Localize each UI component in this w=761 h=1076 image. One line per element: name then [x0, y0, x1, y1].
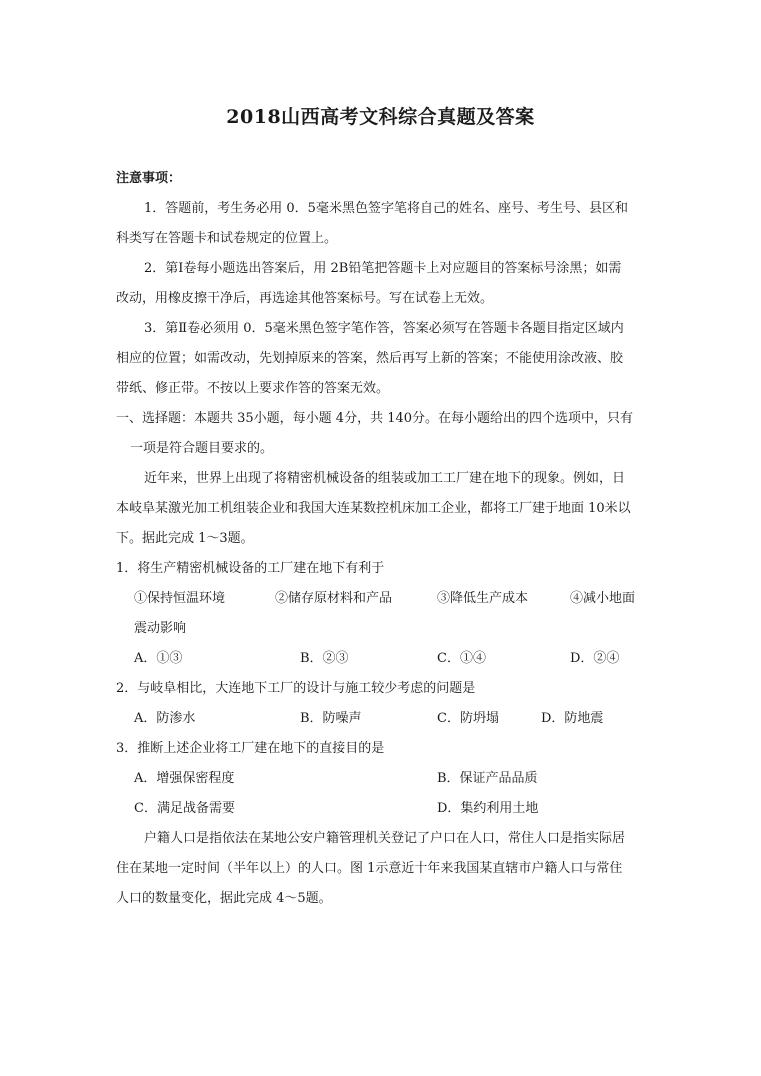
passage2-line-3: 人口的数量变化，据此完成 4～5题。	[116, 891, 332, 906]
section-heading-cont: 一项是符合题目要求的。	[130, 441, 274, 456]
note-line-6: 相应的位置；如需改动，先划掉原来的答案，然后再写上新的答案；不能使用涂改液、胶	[116, 351, 624, 366]
q1-option-a: A．①③	[134, 651, 183, 666]
passage1-line-1: 近年来，世界上出现了将精密机械设备的组装或加工工厂建在地下的现象。例如，日	[144, 471, 626, 486]
passage1-line-3: 下。据此完成 1～3题。	[116, 531, 254, 546]
q2-option-b: B．防噪声	[300, 711, 362, 726]
passage2-line-1: 户籍人口是指依法在某地公安户籍管理机关登记了户口在人口，常住人口是指实际居	[144, 831, 626, 846]
note-line-5: 3．第Ⅱ卷必须用 0．5毫米黑色签字笔作答，答案必须写在答题卡各题目指定区域内	[144, 321, 624, 336]
q1-item-1: ①保持恒温环境	[134, 591, 226, 606]
section-heading: 一、选择题：本题共 35小题，每小题 4分，共 140分。在每小题给出的四个选项中，只有	[116, 411, 634, 426]
note-line-4: 改动，用橡皮擦干净后，再选途其他答案标号。写在试卷上无效。	[116, 291, 494, 306]
passage1-line-2: 本岐阜某激光加工机组装企业和我国大连某数控机床加工企业，都将工厂建于地面 10米以	[116, 501, 631, 516]
q1-item-4-cont: 震动影响	[134, 621, 187, 636]
passage2-line-2: 住在某地一定时间（半年以上）的人口。图 1示意近十年来我国某直辖市户籍人口与常住	[116, 861, 623, 876]
q3-option-c: C．满足战备需要	[134, 801, 235, 816]
q1-item-4: ④减小地面	[570, 591, 636, 606]
question-2-stem: 2．与岐阜相比，大连地下工厂的设计与施工较少考虑的问题是	[116, 681, 476, 696]
q3-option-a: A．增强保密程度	[134, 771, 235, 786]
q1-item-2: ②储存原材料和产品	[275, 591, 393, 606]
note-line-1: 1．答题前，考生务必用 0．5毫米黑色签字笔将自己的姓名、座号、考生号、县区和	[144, 201, 628, 216]
notes-heading: 注意事项：	[116, 171, 182, 186]
note-line-3: 2．第Ⅰ卷每小题选出答案后，用 2B铅笔把答题卡上对应题目的答案标号涂黑；如需	[144, 261, 622, 276]
note-line-7: 带纸、修正带。不按以上要求作答的答案无效。	[116, 381, 390, 396]
page-title: 2018山西高考文科综合真题及答案	[226, 106, 535, 128]
q2-option-d: D．防地震	[541, 711, 604, 726]
q1-item-3: ③降低生产成本	[437, 591, 529, 606]
q1-option-b: B．②③	[300, 651, 349, 666]
question-3-stem: 3．推断上述企业将工厂建在地下的直接目的是	[116, 741, 385, 756]
q3-option-b: B．保证产品品质	[437, 771, 538, 786]
q2-option-c: C．防坍塌	[437, 711, 499, 726]
q1-option-d: D．②④	[570, 651, 620, 666]
q1-option-c: C．①④	[437, 651, 486, 666]
note-line-2: 科类写在答题卡和试卷规定的位置上。	[116, 231, 338, 246]
q2-option-a: A．防渗水	[134, 711, 196, 726]
q3-option-d: D．集约利用土地	[437, 801, 539, 816]
question-1-stem: 1．将生产精密机械设备的工厂建在地下有利于	[116, 561, 385, 576]
